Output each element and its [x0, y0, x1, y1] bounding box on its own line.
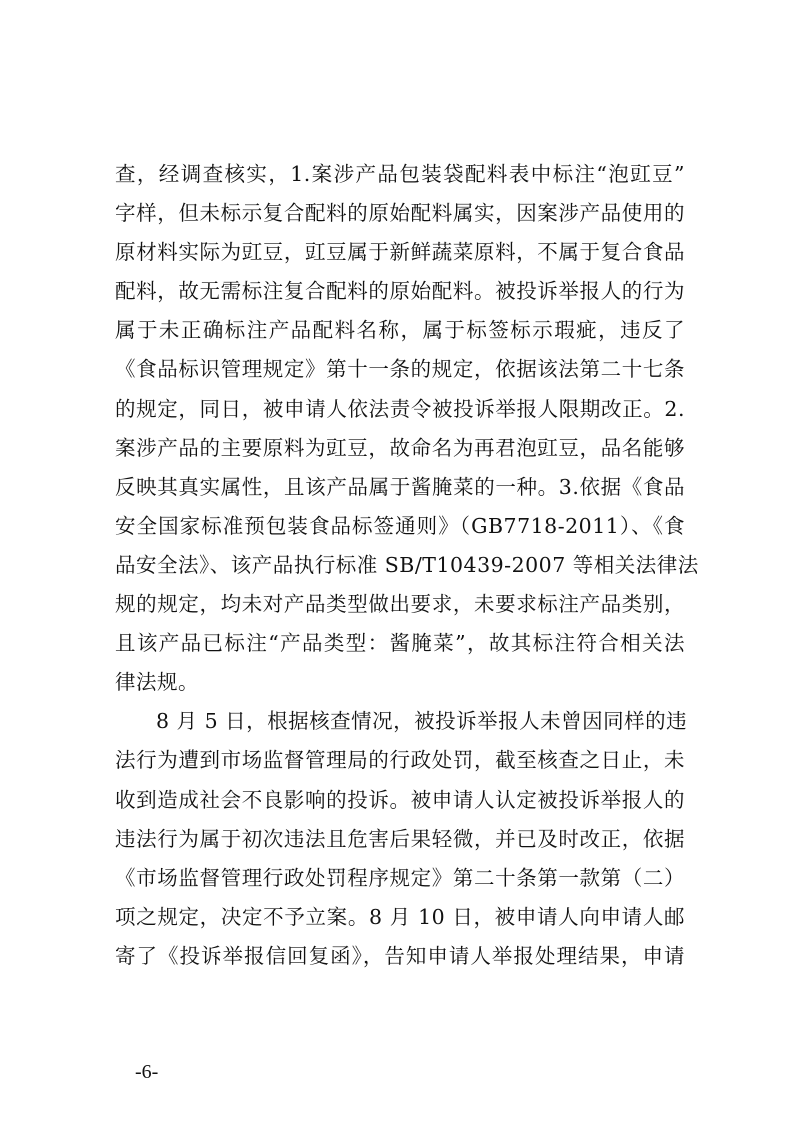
page-number: -6- [135, 1061, 159, 1083]
text-line: 寄了《投诉举报信回复函》，告知申请人举报处理结果，申请 [115, 943, 685, 968]
text-line: 《市场监督管理行政处罚程序规定》第二十条第一款第（二） [115, 865, 685, 890]
text-line: 案涉产品的主要原料为豇豆，故命名为再君泡豇豆，品名能够 [115, 435, 685, 460]
text-line: 属于未正确标注产品配料名称，属于标签标示瑕疵，违反了 [115, 318, 685, 343]
text-line: 字样，但未标示复合配料的原始配料属实，因案涉产品使用的 [115, 201, 685, 226]
text-line: 违法行为属于初次违法且危害后果轻微，并已及时改正，依据 [115, 826, 685, 851]
paragraph-2 [115, 702, 688, 976]
text-line: 收到造成社会不良影响的投诉。被申请人认定被投诉举报人的 [115, 787, 685, 812]
text-line: 8 月 5 日，根据核查情况，被投诉举报人未曾因同样的违 [156, 709, 688, 734]
text-line: 品安全法》、该产品执行标准 SB/T10439-2007 等相关法律法 [115, 552, 699, 577]
text-line: 查，经调查核实，1.案涉产品包装袋配料表中标注“泡豇豆” [115, 162, 685, 186]
body-text [115, 155, 699, 976]
text-line: 配料，故无需标注复合配料的原始配料。被投诉举报人的行为 [115, 279, 685, 304]
text-line: 《食品标识管理规定》第十一条的规定，依据该法第二十七条 [115, 357, 685, 382]
text-line: 规的规定，均未对产品类型做出要求，未要求标注产品类别， [115, 592, 685, 617]
text-line: 的规定，同日，被申请人依法责令被投诉举报人限期改正。2. [115, 396, 685, 421]
text-line: 安全国家标准预包装食品标签通则》（GB7718-2011）、《食 [115, 513, 685, 538]
text-line: 反映其真实属性，且该产品属于酱腌菜的一种。3.依据《食品 [115, 474, 685, 499]
text-line: 律法规。 [115, 670, 199, 695]
text-line: 原材料实际为豇豆，豇豆属于新鲜蔬菜原料，不属于复合食品 [115, 240, 685, 265]
text-line: 项之规定，决定不予立案。8 月 10 日，被申请人向申请人邮 [115, 904, 685, 929]
text-line: 且该产品已标注“产品类型：酱腌菜”，故其标注符合相关法 [115, 631, 685, 656]
text-line: 法行为遭到市场监督管理局的行政处罚，截至核查之日止，未 [115, 748, 685, 773]
paragraph-1 [115, 155, 699, 702]
